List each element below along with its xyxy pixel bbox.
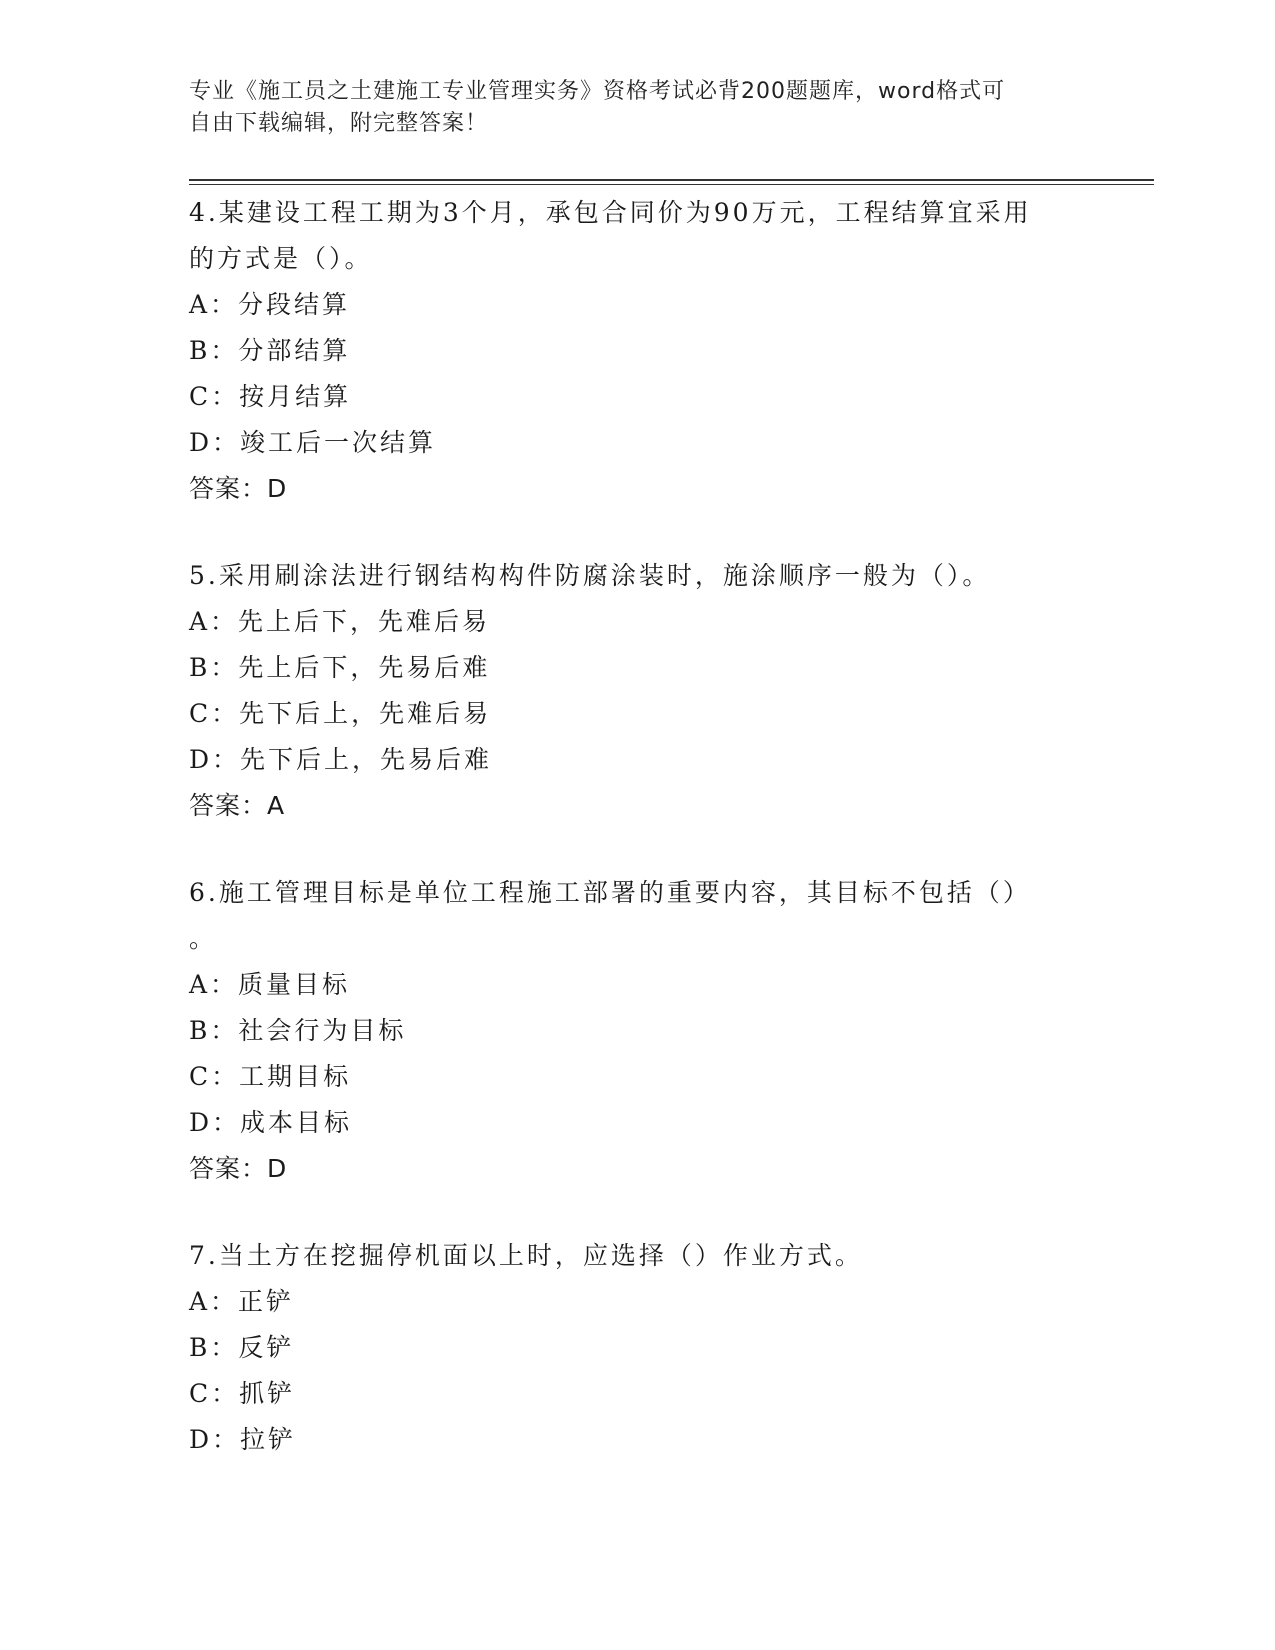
question-stem-line: 4.某建设工程工期为3个月，承包合同价为90万元，工程结算宜采用 (189, 198, 1032, 227)
option-a: A：先上后下，先难后易 (189, 607, 491, 636)
header-divider-thin (189, 184, 1154, 185)
question-7 (189, 1233, 1089, 1463)
option-b: B：先上后下，先易后难 (189, 653, 491, 682)
question-stem-line: 的方式是（）。 (189, 244, 373, 273)
question-stem-line: 5.采用刷涂法进行钢结构构件防腐涂装时，施涂顺序一般为（）。 (189, 561, 991, 590)
option-a: A：质量目标 (189, 970, 351, 999)
option-d: D：竣工后一次结算 (189, 428, 437, 457)
question-4 (189, 190, 1089, 512)
option-a: A：正铲 (189, 1287, 295, 1316)
question-5 (189, 553, 1089, 829)
option-d: D：成本目标 (189, 1108, 353, 1137)
question-stem-line: 。 (189, 924, 218, 953)
option-c: C：抓铲 (189, 1379, 296, 1408)
document-header (189, 76, 1069, 140)
option-b: B：反铲 (189, 1333, 295, 1362)
question-stem-line: 6.施工管理目标是单位工程施工部署的重要内容，其目标不包括（） (189, 878, 1031, 907)
option-c: C：先下后上，先难后易 (189, 699, 492, 728)
question-stem-line: 7.当土方在挖掘停机面以上时，应选择（）作业方式。 (189, 1241, 863, 1270)
answer-label: 答案：D (189, 474, 288, 503)
answer-label: 答案：D (189, 1154, 288, 1183)
header-divider-thick (189, 179, 1154, 181)
option-b: B：分部结算 (189, 336, 351, 365)
option-a: A：分段结算 (189, 290, 351, 319)
option-b: B：社会行为目标 (189, 1016, 407, 1045)
option-c: C：按月结算 (189, 382, 352, 411)
option-c: C：工期目标 (189, 1062, 352, 1091)
header-line-2: 自由下载编辑，附完整答案！ (189, 111, 489, 136)
answer-label: 答案：A (189, 791, 286, 820)
question-6 (189, 870, 1089, 1192)
option-d: D：拉铲 (189, 1425, 297, 1454)
header-line-1: 专业《施工员之土建施工专业管理实务》资格考试必背200题题库，word格式可 (189, 79, 1006, 104)
option-d: D：先下后上，先易后难 (189, 745, 493, 774)
